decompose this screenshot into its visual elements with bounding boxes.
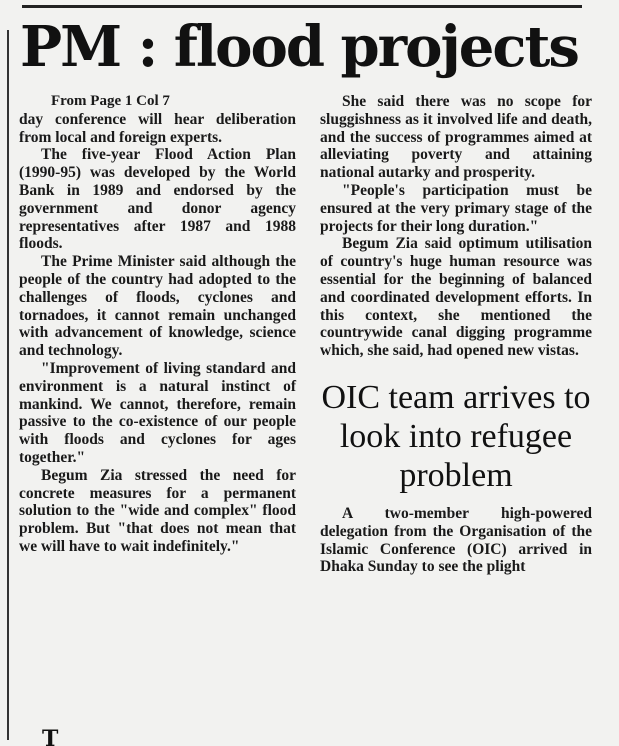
- paragraph: She said there was no scope for sluggishness as it involved life and death, and the success of programmes aimed at alleviating poverty and attaining national autarky and prosperity.: [320, 93, 592, 182]
- paragraph: Begum Zia said optimum utilisation of country's huge human resource was essential for the beginning of balanced and coordinated development efforts. In this context, she mentioned the countrywide canal digging programme which, she said, had opened new vistas.: [320, 235, 592, 360]
- left-column: [19, 93, 296, 556]
- continuation-line: From Page 1 Col 7: [51, 93, 170, 109]
- paragraph: "Improvement of living standard and environment is a natural instinct of mankind. We cannot, therefore, remain passive to the co-existence of our people with floods and cyclones for ages together.": [19, 359, 296, 466]
- paragraph: Begum Zia stressed the need for concrete measures for a permanent solution to the "wide and complex" flood problem. But "that does not mean that we will have to wait indefinitely.": [19, 466, 296, 555]
- paragraph: The Prime Minister said although the people of the country had adopted to the challenges of floods, cyclones and tornadoes, it cannot remain unchanged with advancement of knowledge, science and technology.: [19, 253, 296, 360]
- paragraph: The five-year Flood Action Plan (1990-95) was developed by the World Bank in 1989 and endorsed by the government and donor agency representatives after 1987 and 1988 floods.: [19, 146, 296, 253]
- cut-off-headline: T: [42, 726, 67, 746]
- top-rule: [22, 5, 582, 8]
- paragraph: "People's participation must be ensured at the very primary stage of the projects for their long duration.": [320, 181, 592, 235]
- right-column: [320, 93, 592, 576]
- second-story-body: A two-member high-powered delegation from the Organisation of the Islamic Conference (OIC) arrived in Dhaka Sunday to see the plight: [320, 504, 592, 576]
- paragraph: day conference will hear deliberation from local and foreign experts.: [19, 110, 296, 146]
- second-story-headline: OIC team arrives to look into refugee problem: [321, 378, 591, 494]
- main-headline: PM : flood projects: [20, 14, 578, 80]
- column-rule: [7, 30, 9, 740]
